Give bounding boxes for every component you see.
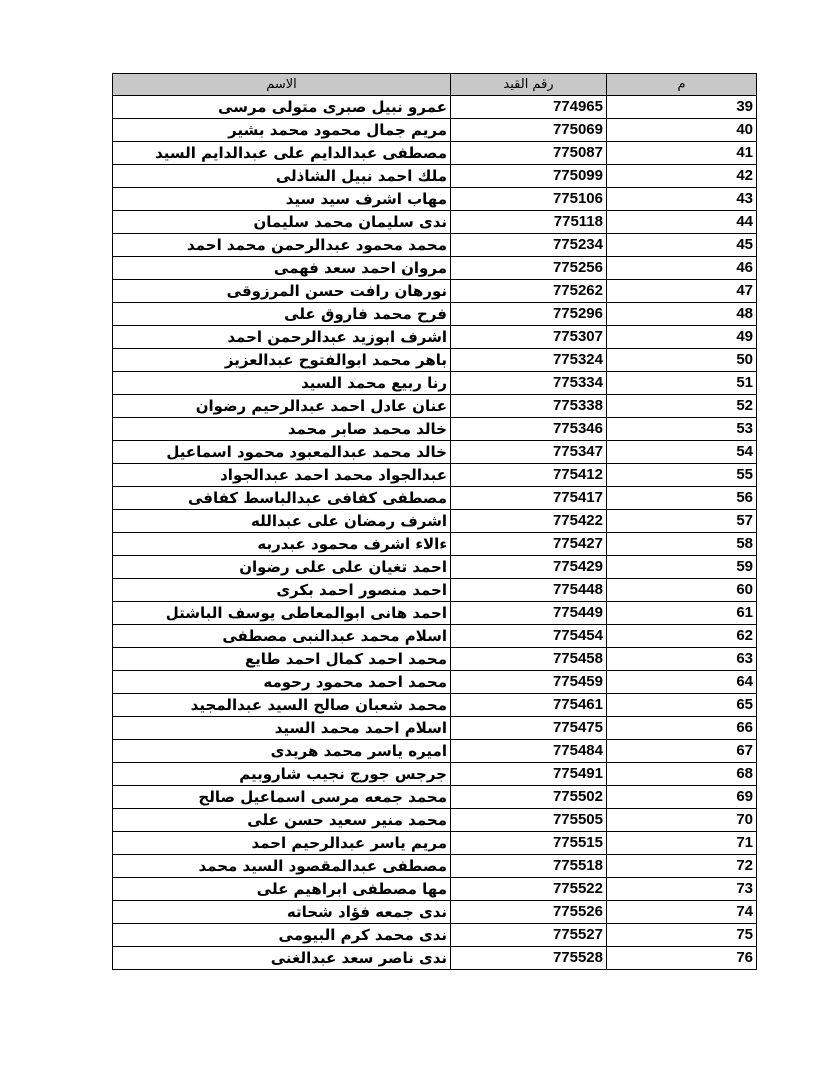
row-name: ندى جمعه فؤاد شحاته: [113, 901, 451, 924]
row-name: ندى ناصر سعد عبدالغنى: [113, 947, 451, 970]
row-code: 775347: [451, 441, 607, 464]
row-num: 61: [607, 602, 757, 625]
row-name: مصطفى عبدالدايم على عبدالدايم السيد: [113, 142, 451, 165]
table-row: [113, 556, 757, 579]
row-code: 775346: [451, 418, 607, 441]
row-num: 58: [607, 533, 757, 556]
table-row: [113, 349, 757, 372]
table-row: [113, 533, 757, 556]
row-code: 775262: [451, 280, 607, 303]
row-num: 39: [607, 96, 757, 119]
table-row: [113, 165, 757, 188]
row-code: 775505: [451, 809, 607, 832]
row-num: 73: [607, 878, 757, 901]
row-num: 42: [607, 165, 757, 188]
row-name: مهاب اشرف سيد سيد: [113, 188, 451, 211]
table-row: [113, 740, 757, 763]
table-header: [113, 74, 757, 96]
row-code: 775106: [451, 188, 607, 211]
row-name: محمد احمد كمال احمد طايع: [113, 648, 451, 671]
row-code: 775526: [451, 901, 607, 924]
row-name: مصطفى عبدالمقصود السيد محمد: [113, 855, 451, 878]
table-row: [113, 855, 757, 878]
row-name: مصطفى كفافى عبدالباسط كفافى: [113, 487, 451, 510]
row-num: 59: [607, 556, 757, 579]
row-code: 775518: [451, 855, 607, 878]
table-row: [113, 763, 757, 786]
row-num: 50: [607, 349, 757, 372]
row-code: 775429: [451, 556, 607, 579]
row-code: 775475: [451, 717, 607, 740]
row-name: اشرف رمضان على عبدالله: [113, 510, 451, 533]
row-code: 775515: [451, 832, 607, 855]
table-row: [113, 96, 757, 119]
row-name: محمد جمعه مرسى اسماعيل صالح: [113, 786, 451, 809]
student-list-table: [112, 73, 757, 970]
table-row: [113, 510, 757, 533]
row-num: 40: [607, 119, 757, 142]
row-code: 775118: [451, 211, 607, 234]
header-row: [113, 74, 757, 96]
row-code: 775427: [451, 533, 607, 556]
row-num: 69: [607, 786, 757, 809]
row-code: 775422: [451, 510, 607, 533]
row-code: 775334: [451, 372, 607, 395]
table-row: [113, 832, 757, 855]
table-row: [113, 602, 757, 625]
row-num: 65: [607, 694, 757, 717]
row-num: 75: [607, 924, 757, 947]
row-num: 56: [607, 487, 757, 510]
row-num: 72: [607, 855, 757, 878]
row-num: 74: [607, 901, 757, 924]
row-name: ندى سليمان محمد سليمان: [113, 211, 451, 234]
row-code: 775454: [451, 625, 607, 648]
table-row: [113, 809, 757, 832]
row-num: 49: [607, 326, 757, 349]
row-name: اشرف ابوزيد عبدالرحمن احمد: [113, 326, 451, 349]
row-name: عبدالجواد محمد احمد عبدالجواد: [113, 464, 451, 487]
row-name: محمد احمد محمود رحومه: [113, 671, 451, 694]
row-code: 775502: [451, 786, 607, 809]
row-num: 71: [607, 832, 757, 855]
table-row: [113, 234, 757, 257]
row-name: محمد محمود عبدالرحمن محمد احمد: [113, 234, 451, 257]
table-row: [113, 372, 757, 395]
table-row: [113, 211, 757, 234]
row-code: 775484: [451, 740, 607, 763]
table-row: [113, 487, 757, 510]
row-code: 775461: [451, 694, 607, 717]
row-num: 53: [607, 418, 757, 441]
table-row: [113, 579, 757, 602]
row-num: 43: [607, 188, 757, 211]
table-row: [113, 464, 757, 487]
row-num: 70: [607, 809, 757, 832]
table-row: [113, 878, 757, 901]
header-num: م: [607, 74, 757, 96]
row-num: 66: [607, 717, 757, 740]
header-code: رقم القيد: [451, 74, 607, 96]
row-code: 775234: [451, 234, 607, 257]
row-name: مريم ياسر عبدالرحيم احمد: [113, 832, 451, 855]
row-num: 45: [607, 234, 757, 257]
row-code: 775527: [451, 924, 607, 947]
row-num: 63: [607, 648, 757, 671]
table-row: [113, 142, 757, 165]
row-num: 54: [607, 441, 757, 464]
row-num: 44: [607, 211, 757, 234]
row-code: 775417: [451, 487, 607, 510]
row-name: رنا ربيع محمد السيد: [113, 372, 451, 395]
row-name: عنان عادل احمد عبدالرحيم رضوان: [113, 395, 451, 418]
row-name: باهر محمد ابوالفتوح عبدالعزيز: [113, 349, 451, 372]
row-num: 52: [607, 395, 757, 418]
table-row: [113, 947, 757, 970]
table-row: [113, 694, 757, 717]
row-num: 76: [607, 947, 757, 970]
row-name: ملك احمد نبيل الشاذلى: [113, 165, 451, 188]
table-body: [113, 96, 757, 970]
table-row: [113, 717, 757, 740]
row-name: ندى محمد كرم البيومى: [113, 924, 451, 947]
row-code: 775491: [451, 763, 607, 786]
table-row: [113, 924, 757, 947]
table-row: [113, 901, 757, 924]
row-name: محمد منير سعيد حسن على: [113, 809, 451, 832]
row-name: فرح محمد فاروق على: [113, 303, 451, 326]
row-code: 775324: [451, 349, 607, 372]
row-name: نورهان رافت حسن المرزوقى: [113, 280, 451, 303]
row-code: 775459: [451, 671, 607, 694]
row-code: 775522: [451, 878, 607, 901]
row-code: 775448: [451, 579, 607, 602]
row-num: 67: [607, 740, 757, 763]
row-name: محمد شعبان صالح السيد عبدالمجيد: [113, 694, 451, 717]
table-row: [113, 280, 757, 303]
table-row: [113, 395, 757, 418]
row-code: 775307: [451, 326, 607, 349]
row-code: 775338: [451, 395, 607, 418]
row-name: عمرو نبيل صبرى متولى مرسى: [113, 96, 451, 119]
row-name: مها مصطفى ابراهيم على: [113, 878, 451, 901]
row-num: 47: [607, 280, 757, 303]
table-row: [113, 418, 757, 441]
row-code: 775087: [451, 142, 607, 165]
row-num: 64: [607, 671, 757, 694]
row-code: 775069: [451, 119, 607, 142]
row-num: 68: [607, 763, 757, 786]
row-name: احمد تغيان على على رضوان: [113, 556, 451, 579]
table-row: [113, 257, 757, 280]
table-row: [113, 625, 757, 648]
row-code: 775449: [451, 602, 607, 625]
row-name: خالد محمد صابر محمد: [113, 418, 451, 441]
row-code: 775412: [451, 464, 607, 487]
table-row: [113, 303, 757, 326]
row-code: 775296: [451, 303, 607, 326]
row-code: 775528: [451, 947, 607, 970]
row-num: 62: [607, 625, 757, 648]
row-name: ءالاء اشرف محمود عبدربه: [113, 533, 451, 556]
row-name: احمد هانى ابوالمعاطى يوسف الباشتل: [113, 602, 451, 625]
row-name: اسلام احمد محمد السيد: [113, 717, 451, 740]
header-name: الاسم: [113, 74, 451, 96]
row-code: 774965: [451, 96, 607, 119]
row-num: 57: [607, 510, 757, 533]
row-num: 60: [607, 579, 757, 602]
row-num: 46: [607, 257, 757, 280]
row-num: 41: [607, 142, 757, 165]
row-name: جرجس جورج نجيب شاروبيم: [113, 763, 451, 786]
row-num: 51: [607, 372, 757, 395]
row-name: اسلام محمد عبدالنبى مصطفى: [113, 625, 451, 648]
row-name: اميره ياسر محمد هريدى: [113, 740, 451, 763]
table-row: [113, 648, 757, 671]
table-row: [113, 326, 757, 349]
row-num: 55: [607, 464, 757, 487]
row-name: احمد منصور احمد بكرى: [113, 579, 451, 602]
row-name: مروان احمد سعد فهمى: [113, 257, 451, 280]
table-row: [113, 188, 757, 211]
row-name: خالد محمد عبدالمعبود محمود اسماعيل: [113, 441, 451, 464]
row-name: مريم جمال محمود محمد بشير: [113, 119, 451, 142]
table-row: [113, 786, 757, 809]
table-row: [113, 671, 757, 694]
row-code: 775458: [451, 648, 607, 671]
row-code: 775099: [451, 165, 607, 188]
row-code: 775256: [451, 257, 607, 280]
table-row: [113, 119, 757, 142]
table-row: [113, 441, 757, 464]
row-num: 48: [607, 303, 757, 326]
